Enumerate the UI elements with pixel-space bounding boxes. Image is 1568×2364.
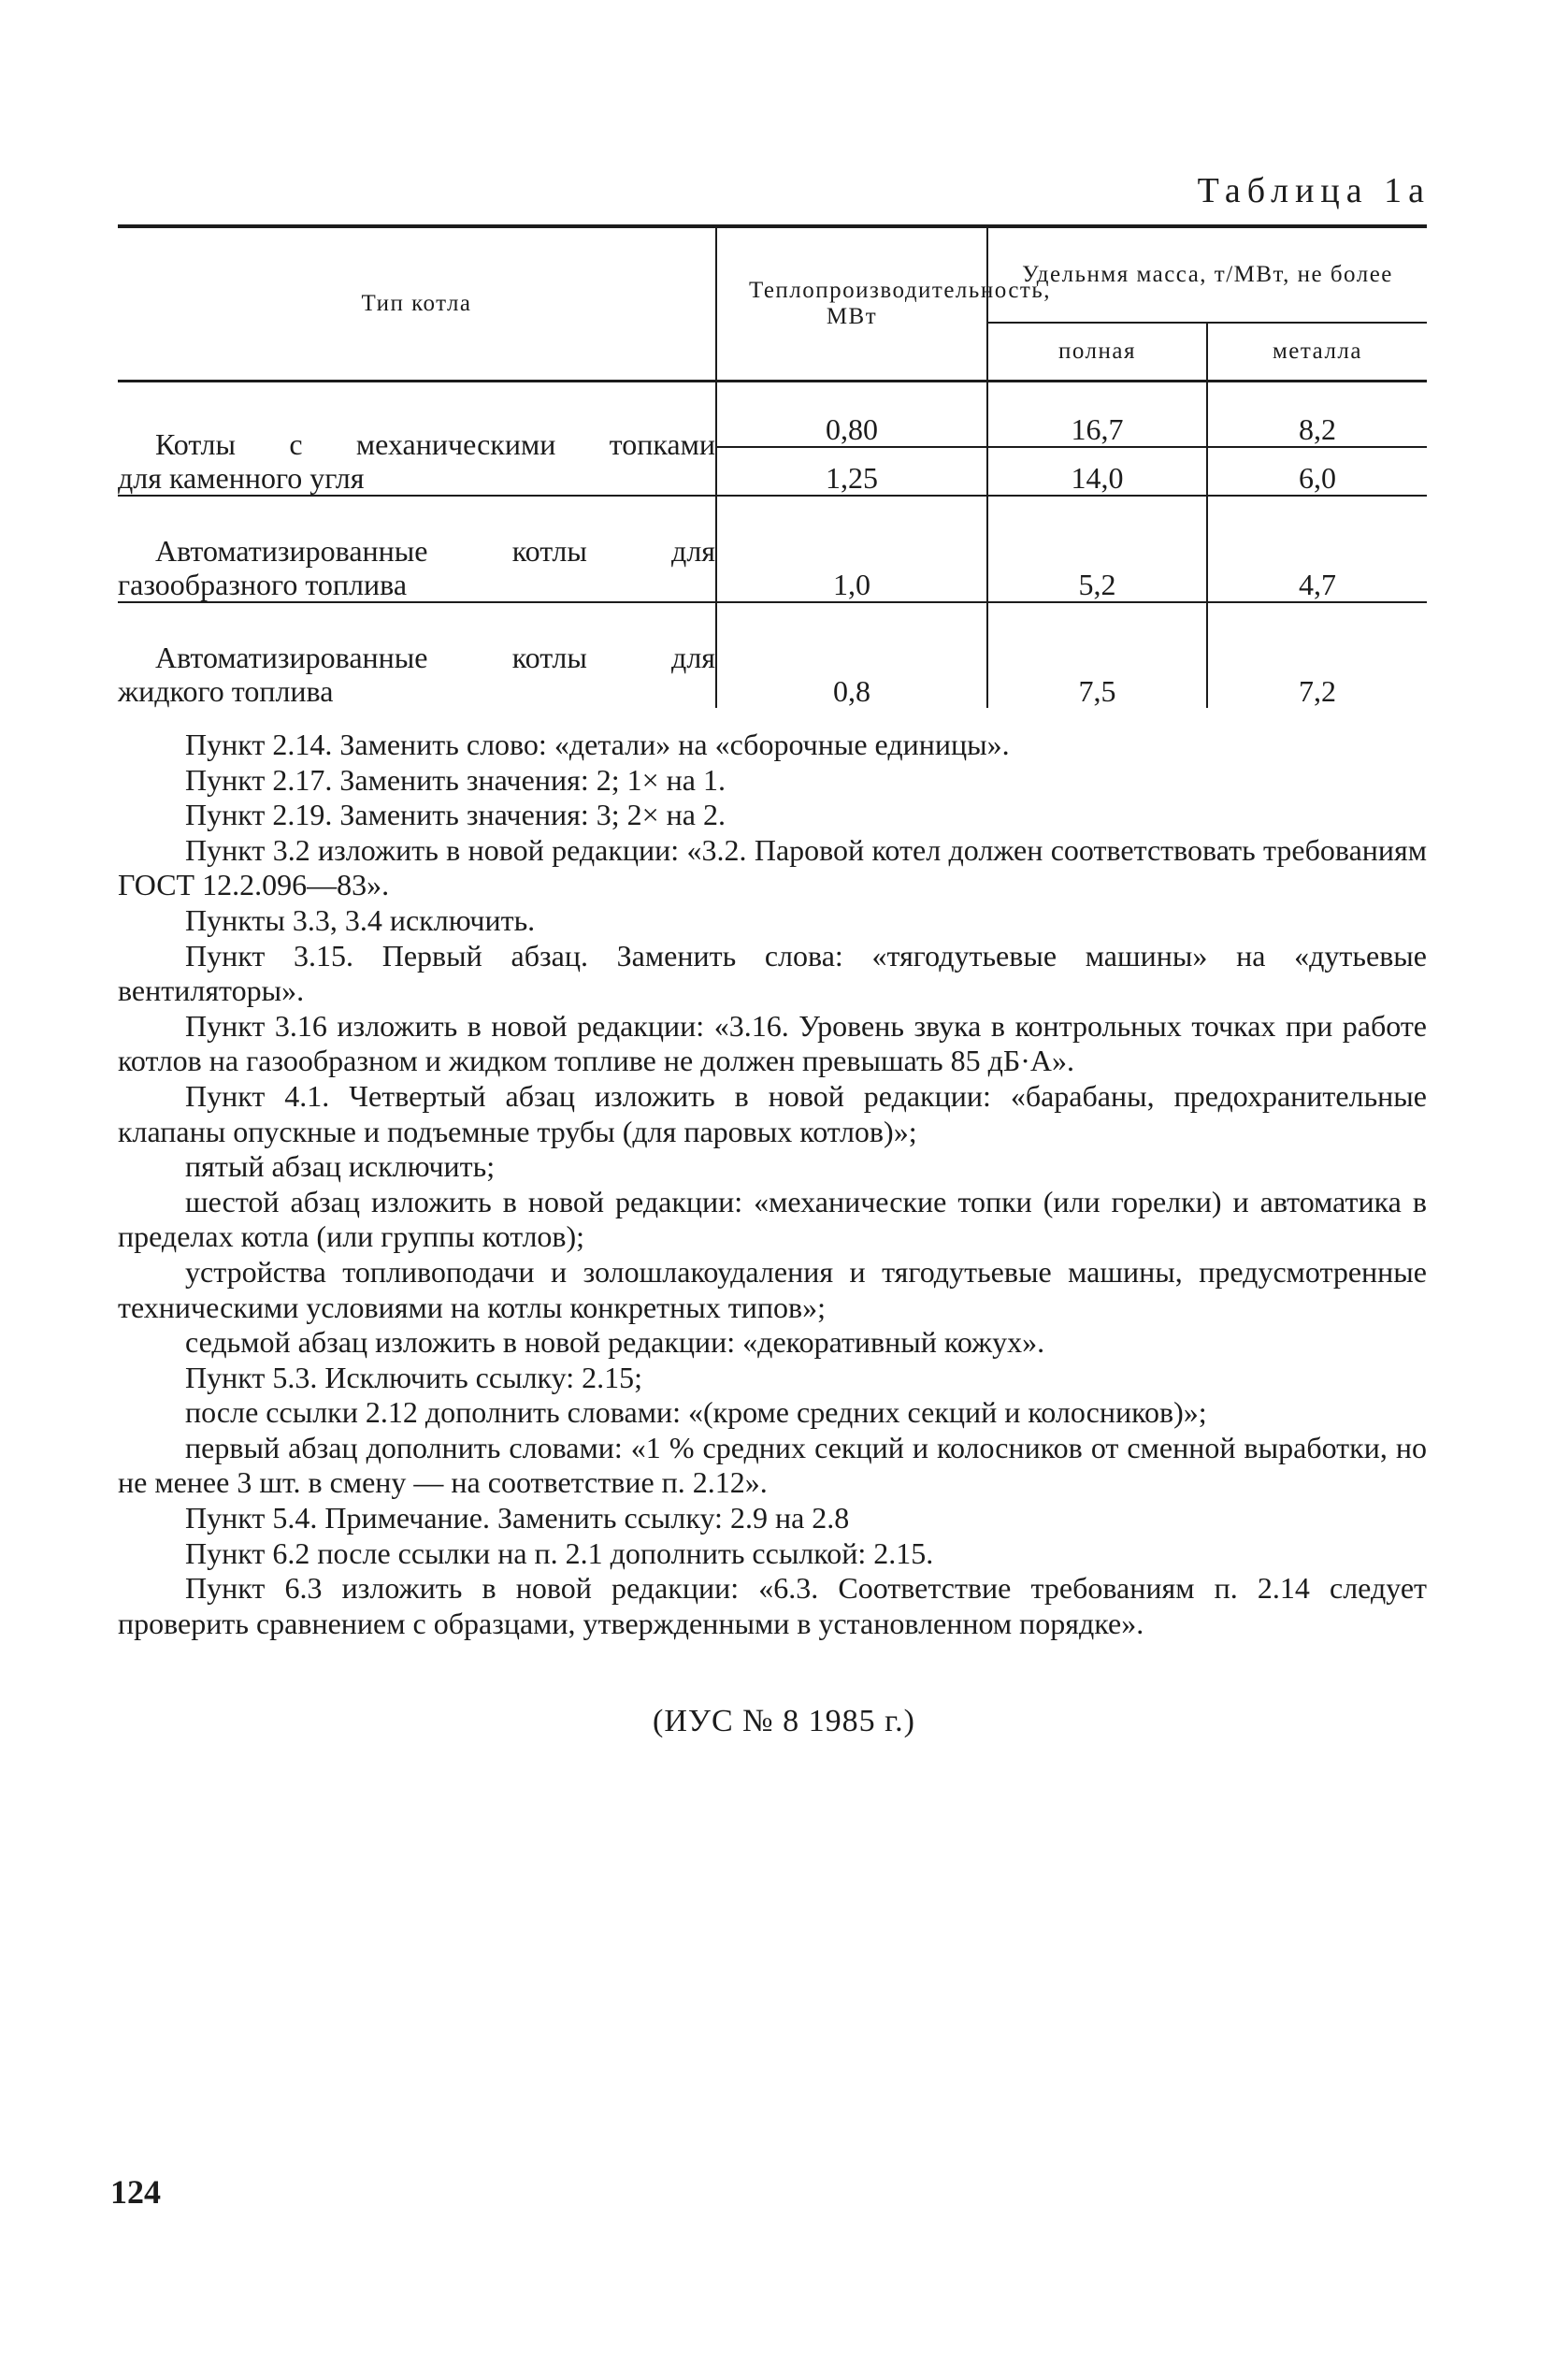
row-1-name-rest: для каменного угля	[118, 461, 365, 495]
paragraph: Пункт 3.15. Первый абзац. Заменить слова: «тягодутьевые машины» на «дутьевые вентиляторы».	[118, 938, 1427, 1008]
table-row	[118, 602, 1427, 708]
table-caption: Таблица 1а	[1197, 171, 1431, 210]
paragraph: Пункт 5.3. Исключить ссылку: 2.15;	[185, 1360, 642, 1394]
boiler-table	[118, 224, 1427, 708]
ius-reference: (ИУС № 8 1985 г.)	[653, 1704, 915, 1738]
row-2-name-rest: газообразного топлива	[118, 568, 408, 601]
header-full: полная	[987, 323, 1207, 382]
row-1a-metal: 8,2	[1207, 394, 1427, 447]
paragraph: пятый абзац исключить;	[185, 1149, 496, 1184]
paragraph: Пункт 6.2 после ссылки на п. 2.1 дополнить ссылкой: 2.15.	[185, 1535, 934, 1570]
row-1b-full: 14,0	[987, 447, 1207, 496]
boiler-data-table	[118, 228, 1427, 708]
row-2-full: 5,2	[987, 496, 1207, 602]
row-3-name	[118, 602, 716, 708]
row-1b-heat: 1,25	[716, 447, 987, 496]
paragraph: Пункт 4.1. Четвертый абзац изложить в новой редакции: «барабаны, предохранительные клапаны опускные и подъемные трубы (для паровых котлов)»;	[118, 1078, 1427, 1148]
header-boiler-type: Тип котла	[118, 228, 716, 382]
paragraph: первый абзац дополнить словами: «1 % средних секций и колосников от сменной выработки, но не менее 3 шт. в смену — на соответствие п. 2.12».	[118, 1430, 1427, 1500]
row-2-name-first: Автоматизированные котлы для	[155, 534, 715, 568]
row-2-name	[118, 496, 716, 602]
amendment-text	[118, 728, 1427, 1641]
paragraph: шестой абзац изложить в новой редакции: «механические топки (или горелки) и автоматика в пределах котла (или группы котлов);	[118, 1184, 1427, 1254]
row-3-full: 7,5	[987, 602, 1207, 708]
paragraph: Пункт 2.14. Заменить слово: «детали» на «сборочные единицы».	[185, 728, 1010, 761]
row-3-heat: 0,8	[716, 602, 987, 708]
paragraph: Пункт 5.4. Примечание. Заменить ссылку: 2.9 на 2.8	[185, 1501, 850, 1535]
row-1-name-first: Котлы с механическими топками	[155, 427, 715, 461]
row-3-name-first: Автоматизированные котлы для	[155, 641, 715, 674]
table-row	[118, 496, 1427, 602]
header-heat-output-text: Теплопроизводительность, МВт	[749, 278, 1051, 329]
paragraph: Пункты 3.3, 3.4 исключить.	[185, 902, 536, 937]
paragraph: Пункт 2.19. Заменить значения: 3; 2× на 2.	[185, 798, 726, 832]
header-metal: металла	[1207, 323, 1427, 382]
header-specific-mass-text: Удельнмя масса, т/МВт, не более	[1022, 262, 1393, 287]
paragraph: устройства топливоподачи и золошлакоудаления и тягодутьевые машины, предусмотренные техническими условиями на котлы конкретных типов»;	[118, 1254, 1427, 1324]
row-1a-heat: 0,80	[716, 394, 987, 447]
row-3-name-rest: жидкого топлива	[118, 674, 334, 708]
page-number: 124	[110, 2173, 161, 2211]
row-2-heat: 1,0	[716, 496, 987, 602]
row-1-name	[118, 394, 716, 496]
row-1b-metal: 6,0	[1207, 447, 1427, 496]
paragraph: Пункт 3.16 изложить в новой редакции: «3.16. Уровень звука в контрольных точках при работе котлов на газообразном и жидком топливе не должен превышать 85 дБ·А».	[118, 1008, 1427, 1078]
paragraph: Пункт 6.3 изложить в новой редакции: «6.3. Соответствие требованиям п. 2.14 следует проверить сравнением с образцами, утвержденными в установленном порядке».	[118, 1571, 1427, 1640]
paragraph: после ссылки 2.12 дополнить словами: «(кроме средних секций и колосников)»;	[185, 1395, 1207, 1430]
paragraph: Пункт 3.2 изложить в новой редакции: «3.2. Паровой котел должен соответствовать требованиям ГОСТ 12.2.096—83».	[118, 832, 1427, 902]
paragraph: седьмой абзац изложить в новой редакции: «декоративный кожух».	[185, 1325, 1045, 1360]
row-3-metal: 7,2	[1299, 674, 1336, 708]
header-specific-mass	[987, 228, 1427, 323]
row-2-metal: 4,7	[1207, 496, 1427, 602]
row-1a-full: 16,7	[987, 394, 1207, 447]
table-row	[118, 394, 1427, 447]
paragraph: Пункт 2.17. Заменить значения: 2; 1× на 1.	[185, 762, 726, 797]
header-heat-output	[716, 228, 1051, 382]
